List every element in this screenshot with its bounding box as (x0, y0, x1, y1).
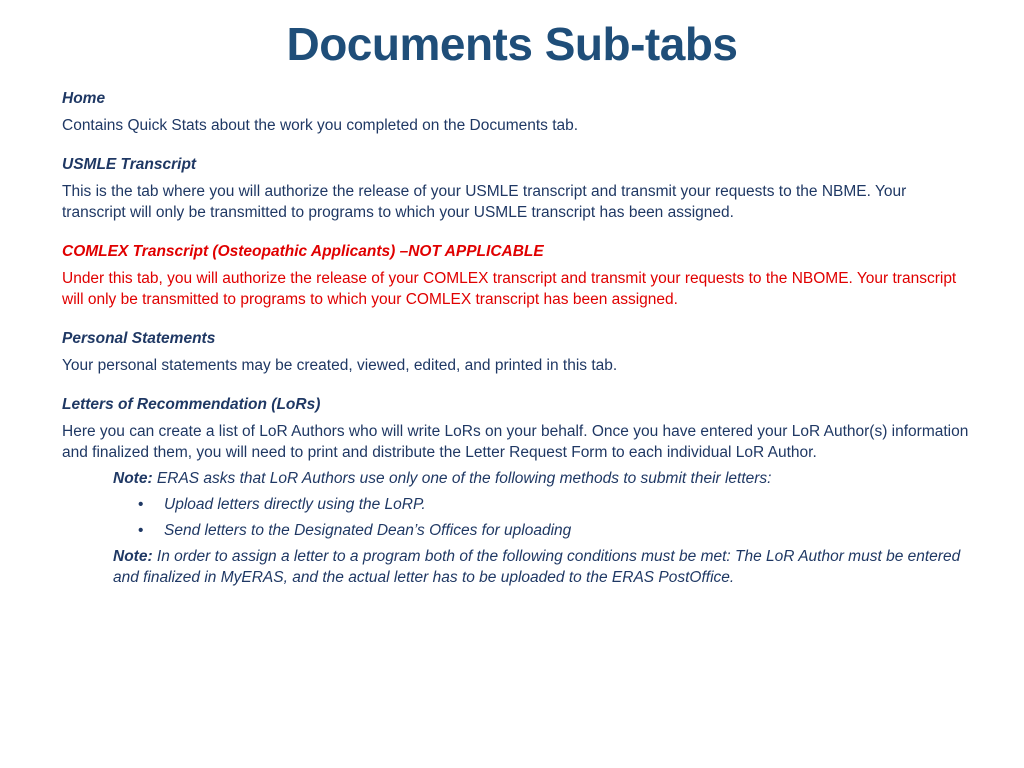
list-item-text: Upload letters directly using the LoRP. (164, 496, 426, 513)
section-heading-comlex: COMLEX Transcript (Osteopathic Applicants) –NOT APPLICABLE (62, 243, 544, 260)
note-label: Note: (113, 470, 153, 487)
bullet-icon: • (138, 496, 144, 513)
section-comlex-transcript (62, 241, 972, 310)
note-label: Note: (113, 548, 153, 565)
list-item-text: Send letters to the Designated Dean’s Offices for uploading (164, 522, 572, 539)
submission-methods-list (62, 494, 972, 541)
section-body-home: Contains Quick Stats about the work you completed on the Documents tab. (62, 117, 579, 134)
section-body-usmle: This is the tab where you will authorize the release of your USMLE transcript and transmit your requests to the NBME. Your transcript will only be transmitted to programs to which your USMLE transcript has been assigned. (62, 183, 907, 221)
section-home (62, 88, 972, 136)
section-letters-of-recommendation (62, 394, 972, 588)
list-item (113, 494, 972, 515)
section-heading-lors: Letters of Recommendation (LoRs) (62, 396, 321, 413)
section-heading-personal-statements: Personal Statements (62, 330, 216, 347)
note-text: ERAS asks that LoR Authors use only one of the following methods to submit their letters: (152, 470, 772, 487)
note-text: In order to assign a letter to a program both of the following conditions must be met: The LoR Author must be entered and finalized in MyERAS, and the actual letter has to be uploaded to the ERAS PostOffice. (113, 548, 961, 586)
section-body-lors: Here you can create a list of LoR Authors who will write LoRs on your behalf. Once you have entered your LoR Author(s) information and finalized them, you will need to print and distribute the Letter Request Form to each individual LoR Author. (62, 423, 969, 461)
bullet-icon: • (138, 522, 144, 539)
section-heading-usmle: USMLE Transcript (62, 156, 197, 173)
section-usmle-transcript (62, 154, 972, 223)
section-body-personal-statements: Your personal statements may be created, viewed, edited, and printed in this tab. (62, 357, 618, 374)
section-heading-home: Home (62, 90, 106, 107)
list-item (113, 520, 972, 541)
slide-title: Documents Sub-tabs (286, 18, 738, 70)
note-assign-conditions (113, 546, 972, 588)
section-personal-statements (62, 328, 972, 376)
slide-content (62, 88, 972, 588)
note-submission-methods (113, 468, 972, 489)
section-body-comlex: Under this tab, you will authorize the release of your COMLEX transcript and transmit your requests to the NBOME. Your transcript will only be transmitted to programs to which your COMLEX transcript has been assigned. (62, 270, 957, 308)
